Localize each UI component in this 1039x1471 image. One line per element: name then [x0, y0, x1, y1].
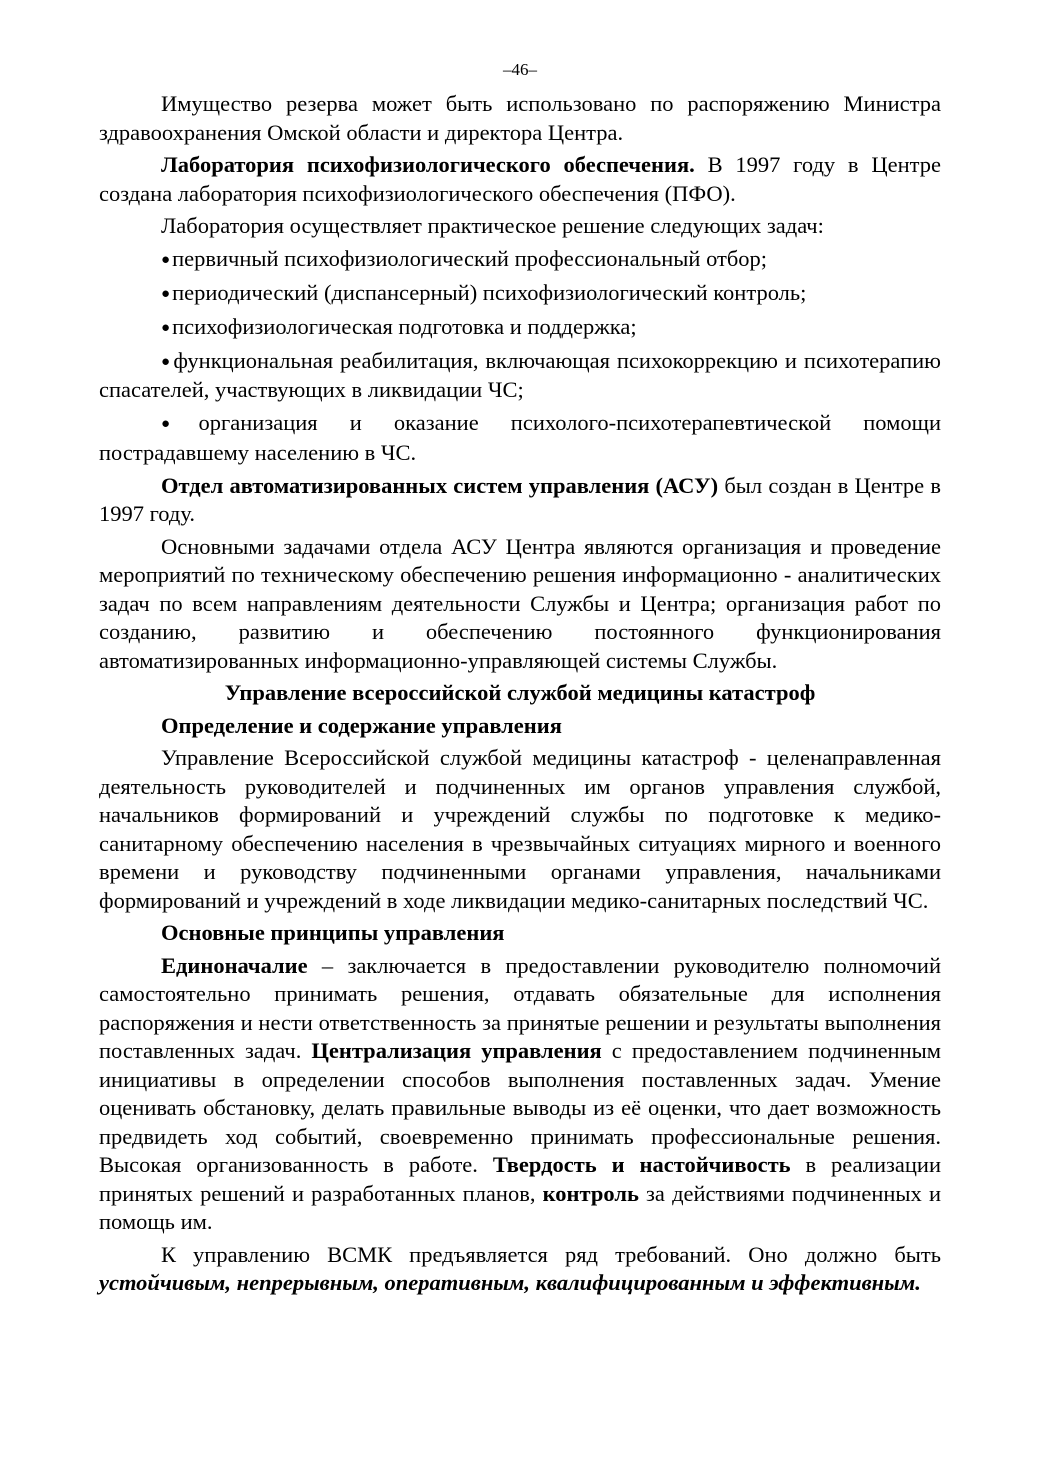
paragraph-requirements: К управлению ВСМК предъявляется ряд требований. Оно должно быть устойчивым, непрерывным, оперативным, квалифицированным и эффективным. [99, 1241, 941, 1296]
paragraph-asu [99, 472, 941, 529]
list-item: ●психофизиологическая подготовка и поддержка; [161, 313, 637, 339]
paragraph-definition: Управление Всероссийской службой медицины катастроф - целенаправленная деятельность руководителей и подчиненных им органов управления службой, начальников формирований и учреждений службы по подготовке к медико-санитарному обеспечению населения в чрезвычайных ситуациях мирного и военного времени и руководству подчиненными органами управления, начальниками формирований и учреждений в ходе ликвидации медико-санитарных последствий ЧС. [99, 745, 941, 913]
paragraph-lab [99, 151, 941, 208]
page-number: –46– [503, 60, 537, 79]
list-item: ●первичный психофизиологический профессиональный отбор; [161, 245, 768, 271]
bullet-icon: ● [161, 319, 171, 336]
bullet-icon: ● [161, 251, 171, 268]
subsection-heading-principles: Основные принципы управления [161, 920, 505, 946]
paragraph-principles: Единоначалие – заключается в предоставлении руководителю полномочий самостоятельно принимать решения, отдавать обязательные для исполнения распоряжения и нести ответственность за принятые решении и результаты выполнения поставленных задач. Централизация управления с предоставлением подчиненным инициативы в определении способов выполнения поставленных задач. Умение оценивать обстановку, делать правильные выводы из её оценки, что дает возможность предвидеть ход событий, своевременно принимать профессиональные решения. Высокая организованность в работе. Твердость и настойчивость в реализации принятых решений и разработанных планов, контроль за действиями подчиненных и помощь им. [99, 952, 941, 1235]
list-item: ●организация и оказание психолого-психотерапевтической помощи пострадавшему населению в ЧС. [99, 410, 941, 465]
subsection-heading-definition: Определение и содержание управления [161, 712, 562, 738]
list-item: ●функциональная реабилитация, включающая психокоррекцию и психотерапию спасателей, участвующих в ликвидации ЧС; [99, 347, 941, 403]
lab-text: В 1997 году в Центре создана лаборатория психофизиологического обеспечения (ПФО). [99, 152, 941, 206]
lab-title: Лаборатория психофизиологического обеспечения. [161, 152, 695, 177]
paragraph-lab-tasks: Лаборатория осуществляет практическое решение следующих задач: [161, 213, 824, 238]
bullet-icon: ● [161, 416, 197, 433]
paragraph-reserve: Имущество резерва может быть использовано по распоряжению Министра здравоохранения Омской области и директора Центра. [99, 91, 941, 145]
asu-title: Отдел автоматизированных систем управления (АСУ) [161, 472, 719, 498]
paragraph-asu-tasks: Основными задачами отдела АСУ Центра являются организация и проведение мероприятий по техническому обеспечению решения информационно - аналитических задач по всем направлениям деятельности Службы и Центра; организация работ по созданию, развитию и обеспечению постоянного функционирования автоматизированных информационно-управляющей системы Службы. [99, 533, 941, 673]
document-page [99, 58, 941, 1302]
asu-text: был создан в Центре в 1997 году. [99, 472, 941, 527]
section-heading: Управление всероссийской службой медицины катастроф [224, 680, 816, 706]
bullet-icon: ● [161, 285, 171, 302]
bullet-icon: ● [161, 353, 172, 370]
list-item: ●периодический (диспансерный) психофизиологический контроль; [161, 279, 807, 305]
